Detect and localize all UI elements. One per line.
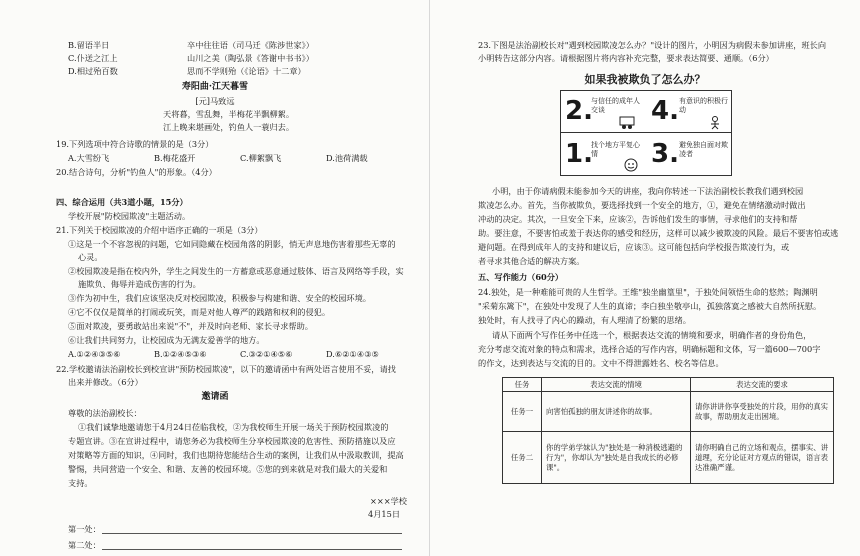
q21-item: ④它不仅仅是简单的打闹或玩笑，而是对他人尊严的践踏和权利的侵犯。 (68, 307, 331, 317)
action-person-icon (707, 115, 723, 129)
relay-paragraph-line: 欺凌怎么办。首先，当你被欺负，要选择找到一个安全的地方，①，避免在情绪激动时做出 (478, 200, 806, 210)
section-5-title: 五、写作能力（60分） (478, 272, 564, 282)
task-name: 任务二 (503, 432, 542, 484)
q21-item: ②校园欺凌是指在校内外，学生之间发生的一方蓄意或恶意通过肢体、语言及网络等手段，实 (68, 266, 404, 276)
q21-option-b: B.①②④⑤③⑥ (154, 349, 207, 359)
table-header-row (503, 378, 834, 392)
q21-option-c: C.③②①④⑤⑥ (240, 349, 293, 359)
letter-line: 专题宣讲。③在宣讲过程中，请您务必为我校师生分享校园欺凌的危害性、预防措施以及应 (68, 436, 396, 446)
task-situation: 你的学弟学妹认为"独处是一种消极逃避的行为"，你却认为"独处是自我成长的必修课"。 (542, 432, 691, 484)
q24-line: 的作文，达到表达与交流的目的。文中不得泄露姓名、校名等信息。 (478, 358, 724, 368)
step-3-text: 避免独自面对欺凌者 (679, 141, 728, 158)
table-header: 表达交流的情境 (542, 378, 691, 392)
fix-2-answer-line[interactable] (102, 549, 402, 550)
q18-source-d: 思而不学则殆（《论语》十二章） (187, 66, 306, 76)
q22-stem: 22.学校邀请法治副校长到校宣讲"预防校园欺凌"，以下的邀请函中有两处语言使用不妥，请找 (56, 364, 396, 374)
table-header: 表达交流的要求 (691, 378, 834, 392)
q19-option-b: B.梅花盛开 (154, 153, 196, 163)
task-name: 任务一 (503, 392, 542, 432)
letter-greeting: 尊敬的法治副校长： (68, 408, 142, 418)
writing-task-table (502, 377, 834, 484)
right-page (430, 0, 860, 556)
fix-2-label: 第二处： (68, 540, 101, 550)
step-2-text: 与信任的成年人交谈 (591, 97, 640, 114)
q19-option-d: D.池荷满载 (326, 153, 368, 163)
step-4-number: 4. (651, 96, 679, 126)
q21-item: 施欺负、侮辱并造成伤害的行为。 (78, 279, 201, 289)
q21-option-a: A.①②④③⑤⑥ (68, 349, 121, 359)
letter-line: ①我们诚挚地邀请您于4月24日莅临我校，②为我校师生开展一场关于预防校园欺凌的 (78, 422, 389, 432)
step-3-number: 3. (651, 139, 679, 169)
q24-line: 充分考虑交流对象的特点和需求，选择合适的写作内容，明确标题和文体，写一篇600—700字 (478, 344, 821, 354)
q19-stem: 19.下列选项中符合诗歌的情景的是（3分） (56, 139, 214, 149)
step-2-number: 2. (565, 96, 593, 126)
table-row (503, 392, 834, 432)
relay-paragraph-line: 助。要注意，不要害怕或羞于表达你的感受和经历，这样可以减少被欺凌的风险。最后不要害怕或逃 (478, 228, 839, 238)
infographic (560, 90, 732, 176)
step-1-text: 找个地方平复心情 (591, 141, 640, 158)
letter-line: 警惕，共同营造一个安全、和谐、友善的校园环境。⑤您的到来就是对我们最大的关爱和 (68, 464, 388, 474)
activity-intro: 学校开展"防校园欺凌"主题活动。 (68, 211, 191, 221)
infographic-divider (561, 132, 731, 133)
q18-option-d: D.相过殆百数 (68, 66, 118, 76)
q18-source-c: 山川之美（陶弘景《答谢中书书》） (187, 53, 314, 63)
q21-option-d: D.⑥②①④③⑤ (326, 349, 379, 359)
q23-stem-cont: 小明转告这部分内容。请根据图片将内容补充完整，要求表达简要、通顺。（6分） (478, 53, 774, 63)
q21-item: ③作为初中生，我们应该坚决反对校园欺凌，积极参与构建和谐、安全的校园环境。 (68, 293, 371, 303)
q21-item: ⑤面对欺凌，要勇敢站出来说"不"，并及时向老师、家长寻求帮助。 (68, 321, 313, 331)
q24-line: 24.独处，是一种难能可贵的人生哲学。王维"独坐幽篁里"，于独处间领悟生命的悠然；陶渊明 (478, 287, 818, 297)
fix-1-label: 第一处： (68, 524, 101, 534)
poem-author: [元]马致远 (195, 96, 235, 106)
poem-line-1: 天将暮，雪乱舞，半梅花半飘柳絮。 (163, 109, 295, 119)
table-header: 任务 (503, 378, 542, 392)
q21-item: ⑥让我们共同努力，让校园成为无满友爱善学的地方。 (68, 335, 265, 345)
relay-paragraph-line: 冲动的决定。其次，一旦安全下来，应该②，告诉他们发生的事情，寻求他们的支持和帮 (478, 214, 798, 224)
letter-signature: ×××学校 (370, 496, 407, 506)
fix-1-answer-line[interactable] (102, 533, 402, 534)
task-situation: 向害怕孤独的朋友讲述你的故事。 (542, 392, 691, 432)
task-requirement: 请你讲讲你享受独处的片段，用你的真实故事，帮助朋友走出困境。 (691, 392, 834, 432)
table-row (503, 432, 834, 484)
infographic-title: 如果我被欺负了怎么办？ (584, 73, 706, 86)
q24-line: 请从下面两个写作任务中任选一个，根据表达交流的情境和要求，明确作者的身份角色， (492, 330, 812, 340)
calm-face-icon (623, 157, 639, 171)
q24-line: "采菊东篱下"，在独处中发现了人生的真谛；李白独坐敬亭山，孤独落寞之感被大自然所抚慰。 (478, 301, 822, 311)
letter-title: 邀请函 (201, 392, 229, 402)
q19-option-c: C.柳絮飘飞 (240, 153, 282, 163)
letter-line: 对策略等方面的知识，④同时，我们也期待您能结合生动的案例，让我们从中汲取教训，提高 (68, 450, 404, 460)
q23-stem: 23.下图是法治副校长对"遇到校园欺凌怎么办？"设计的图片，小明因为病假未参加讲座，班长向 (478, 40, 827, 50)
q24-line: 独处时，有人找寻了内心的躁动，有人理清了纷繁的思绪。 (478, 315, 691, 325)
section-4-title: 四、综合运用（共3道小题，15分） (56, 197, 188, 207)
step-1-number: 1. (565, 139, 593, 169)
q18-option-b: B.留语半日 (68, 40, 110, 50)
q21-item: ①这是一个不容忽视的问题，它如同隐藏在校园角落的阴影，悄无声息地伤害着那些无辜的 (68, 239, 396, 249)
relay-paragraph-line: 小明，由于你请病假未能参加今天的讲座，我向你转述一下法治副校长教我们遇到校园 (492, 186, 804, 196)
q20-stem: 20.结合诗句，分析"钓鱼人"的形象。（4分） (56, 167, 217, 177)
letter-line: 支持。 (68, 478, 93, 488)
poem-title: 寿阳曲·江天暮雪 (181, 82, 249, 92)
q22-stem-cont: 出来并修改。（6分） (68, 377, 143, 387)
step-4-text: 有意识的积极行动 (679, 97, 728, 114)
conversation-icon (619, 115, 635, 129)
relay-paragraph-line: 者寻求其他合适的解决方案。 (478, 256, 585, 266)
relay-paragraph-line: 避问题。在得到成年人的支持和建议后，应该③。这可能包括向学校报告欺凌行为，或 (478, 242, 790, 252)
poem-line-2: 江上晚来堪画处，钓鱼人一蓑归去。 (163, 122, 295, 132)
q18-option-c: C.仆送之江上 (68, 53, 118, 63)
letter-date: 4月15日 (368, 509, 401, 519)
q18-source-b: 卒中往往语（司马迁《陈涉世家》） (187, 40, 314, 50)
task-requirement: 请你明确自己的立场和观点，摆事实、讲道理，充分论证对方观点的错误，语言表达准确严谨。 (691, 432, 834, 484)
q19-option-a: A.大雪纷飞 (68, 153, 110, 163)
q21-stem: 21.下列关于校园欺凌的介绍中语序正确的一项是（3分） (56, 225, 263, 235)
q21-item: 心灵。 (78, 252, 103, 262)
